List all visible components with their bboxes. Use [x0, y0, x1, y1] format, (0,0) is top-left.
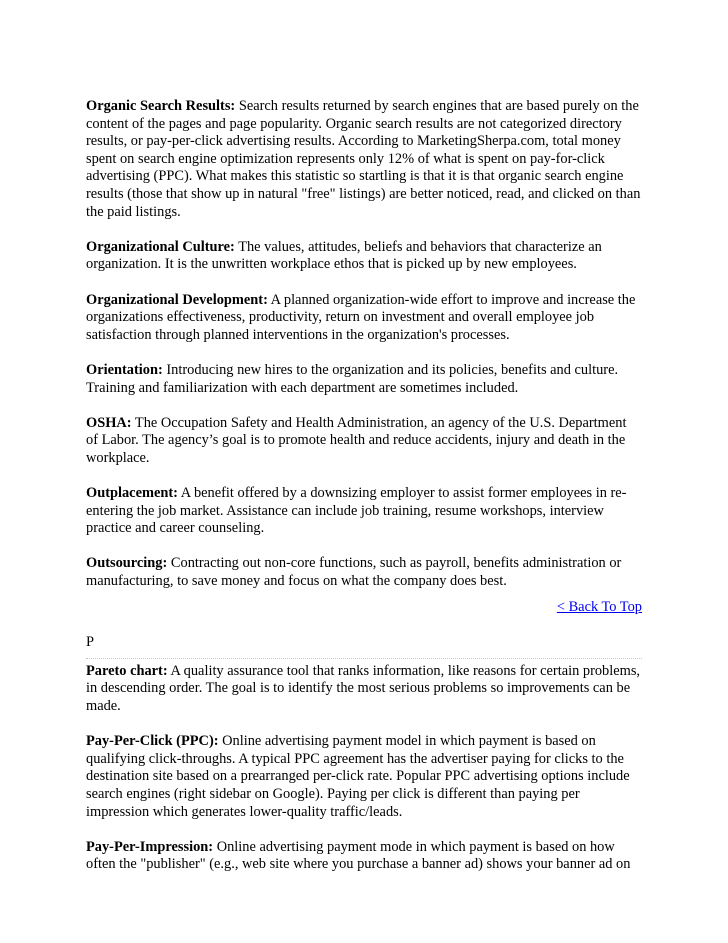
- glossary-definition: The Occupation Safety and Health Administration, an agency of the U.S. Department of Labor. The agency’s goal is to promote health and reduce accidents, injury and death in the workplace.: [86, 414, 627, 466]
- glossary-definition: A benefit offered by a downsizing employer to assist former employees in re-entering the job market. Assistance can include job training, resume workshops, interview practice and career counseling.: [86, 485, 627, 537]
- glossary-term: Organizational Culture:: [86, 238, 235, 255]
- glossary-entry-pay-per-click: [86, 733, 642, 821]
- glossary-term: Pay-Per-Impression:: [86, 838, 214, 855]
- glossary-entry-osha: [86, 415, 642, 468]
- section-heading-p: P: [86, 634, 95, 651]
- glossary-term: Organic Search Results:: [86, 98, 236, 114]
- glossary-definition: Contracting out non-core functions, such as payroll, benefits administration or manufacturing, to save money and focus on what the company does best.: [86, 555, 622, 590]
- glossary-definition: A planned organization-wide effort to improve and increase the organizations effectiveness, productivity, return on investment and overall employee job satisfaction through planned interventions in the organization's processes.: [86, 291, 636, 343]
- glossary-definition: Introducing new hires to the organization and its policies, benefits and culture. Training and familiarization with each department are sometimes included.: [86, 361, 619, 396]
- glossary-entry-pareto-chart: [86, 663, 642, 716]
- glossary-entry-organizational-development: [86, 292, 642, 345]
- section-divider: [86, 658, 642, 659]
- glossary-term: Outsourcing:: [86, 555, 168, 572]
- glossary-definition: The values, attitudes, beliefs and behaviors that characterize an organization. It is the unwritten workplace ethos that is picked up by new employees.: [86, 238, 602, 273]
- glossary-entry-outsourcing: [86, 555, 642, 590]
- glossary-term: Pareto chart:: [86, 662, 168, 679]
- glossary-definition: Online advertising payment model in which payment is based on qualifying click-throughs. A typical PPC agreement has the advertiser paying for clicks to the destination site based on a prearranged per-click rate. Popular PPC advertising options include search engines (right sidebar on Google). Paying per click is different than paying per impression which generates lower-quality traffic/leads.: [86, 733, 630, 820]
- glossary-term: Organizational Development:: [86, 291, 268, 308]
- glossary-term: Orientation:: [86, 361, 163, 378]
- glossary-term: Outplacement:: [86, 485, 178, 502]
- glossary-definition: A quality assurance tool that ranks information, like reasons for certain problems, in descending order. The goal is to identify the most serious problems so improvements can be made.: [86, 662, 641, 714]
- glossary-entry-organizational-culture: [86, 239, 642, 274]
- glossary-entry-organic-search-results: [86, 98, 642, 221]
- glossary-entry-outplacement: [86, 485, 642, 538]
- glossary-definition: Online advertising payment mode in which payment is based on how often the "publisher" (e.g., web site where you purchase a banner ad) shows your banner ad on: [86, 838, 631, 873]
- glossary-term: Pay-Per-Click (PPC):: [86, 733, 219, 750]
- glossary-entry-orientation: [86, 362, 642, 397]
- glossary-content: [86, 98, 642, 892]
- glossary-term: OSHA:: [86, 414, 132, 431]
- glossary-definition: Search results returned by search engines that are based purely on the content of the pages and page popularity. Organic search results are not categorized directory results, or pay-per-click advertising results. According to MarketingSherpa.com, total money spent on search engine optimization represents only 12% of what is spent on pay-for-click advertising (PPC). What makes this statistic so startling is that it is that organic search engine results (those that show up in natural "free" listings) are better noticed, read, and clicked on than the paid listings.: [86, 98, 641, 220]
- back-to-top-link[interactable]: < Back To Top: [556, 598, 642, 615]
- glossary-entry-pay-per-impression: [86, 839, 642, 874]
